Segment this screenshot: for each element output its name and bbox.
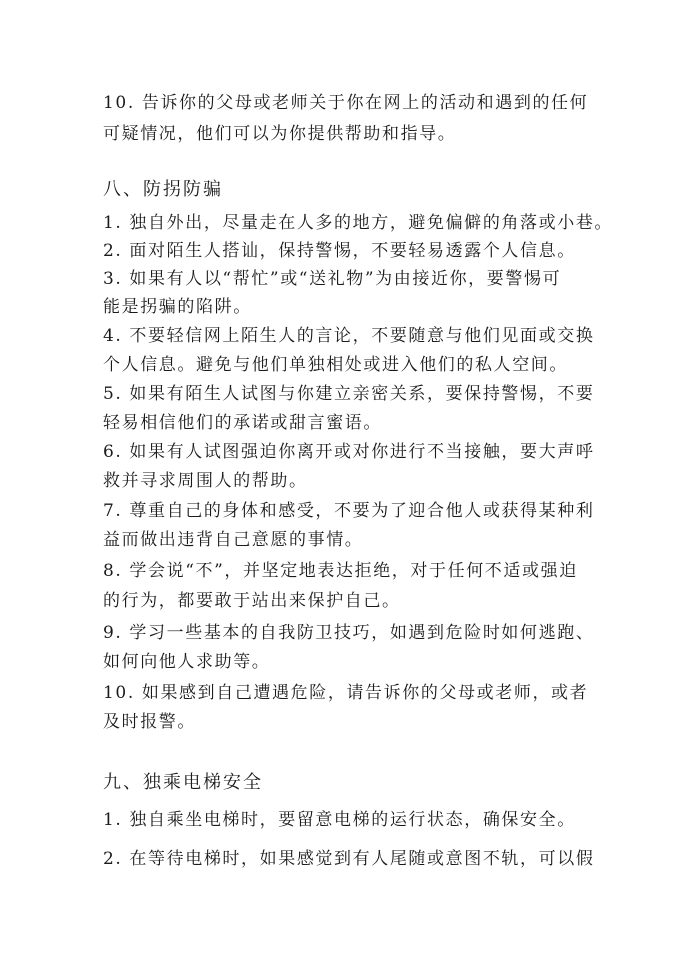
text-line: 10. 如果感到自己遭遇危险，请告诉你的父母或老师，或者 <box>103 683 589 703</box>
text-line: 1. 独自外出，尽量走在人多的地方，避免偏僻的角落或小巷。 <box>103 213 614 233</box>
text-line: 能是拐骗的陷阱。 <box>103 297 252 317</box>
text-line: 4. 不要轻信网上陌生人的言论，不要随意与他们见面或交换 <box>103 326 595 346</box>
section-heading: 九、独乘电梯安全 <box>103 772 263 793</box>
text-line: 可疑情况，他们可以为你提供帮助和指导。 <box>103 124 457 144</box>
text-line: 9. 学习一些基本的自我防卫技巧，如遇到危险时如何逃跑、 <box>103 623 595 643</box>
text-line: 如何向他人求助等。 <box>103 652 271 672</box>
text-line: 2. 在等待电梯时，如果感觉到有人尾随或意图不轨，可以假 <box>103 849 595 869</box>
text-line: 1. 独自乘坐电梯时，要留意电梯的运行状态，确保安全。 <box>103 810 576 830</box>
text-line: 6. 如果有人试图强迫你离开或对你进行不当接触，要大声呼 <box>103 442 595 462</box>
text-line: 5. 如果有陌生人试图与你建立亲密关系，要保持警惕，不要 <box>103 384 595 404</box>
text-line: 2. 面对陌生人搭讪，保持警惕，不要轻易透露个人信息。 <box>103 241 576 261</box>
text-line: 10. 告诉你的父母或老师关于你在网上的活动和遇到的任何 <box>103 93 589 113</box>
text-line: 3. 如果有人以“帮忙”或“送礼物”为由接近你，要警惕可 <box>103 269 562 289</box>
text-line: 轻易相信他们的承诺或甜言蜜语。 <box>103 413 382 433</box>
text-line: 7. 尊重自己的身体和感受，不要为了迎合他人或获得某种利 <box>103 501 595 521</box>
text-line: 8. 学会说“不”，并坚定地表达拒绝，对于任何不适或强迫 <box>103 561 578 581</box>
text-line: 及时报警。 <box>103 712 196 732</box>
text-line: 个人信息。避免与他们单独相处或进入他们的私人空间。 <box>103 355 568 375</box>
text-line: 益而做出违背自己意愿的事情。 <box>103 530 364 550</box>
text-line: 救并寻求周围人的帮助。 <box>103 471 308 491</box>
text-line: 的行为，都要敢于站出来保护自己。 <box>103 591 401 611</box>
section-heading: 八、防拐防骗 <box>103 179 223 200</box>
